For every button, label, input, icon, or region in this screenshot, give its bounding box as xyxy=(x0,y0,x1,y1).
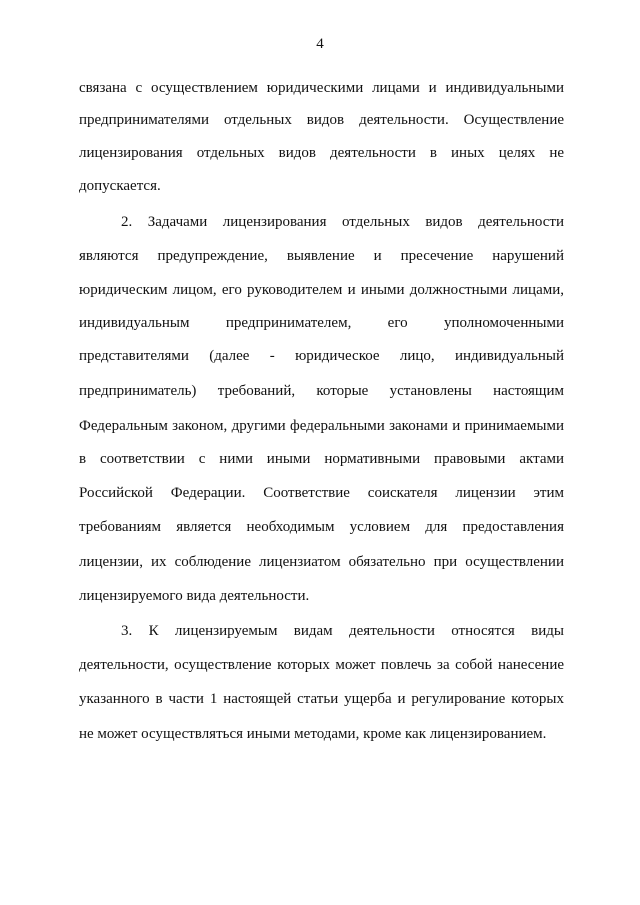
text-line: требованиям является необходимым условием для предоставления xyxy=(79,519,564,535)
text-line: указанного в части 1 настоящей статьи ущерба и регулирование которых xyxy=(79,691,564,707)
text-line: 3. К лицензируемым видам деятельности относятся виды xyxy=(121,623,564,639)
text-line: являются предупреждение, выявление и пресечение нарушений xyxy=(79,248,564,264)
text-line: юридическим лицом, его руководителем и иными должностными лицами, xyxy=(79,282,564,298)
text-line: представителями (далее - юридическое лицо, индивидуальный xyxy=(79,348,564,364)
text-line: лицензии, их соблюдение лицензиатом обязательно при осуществлении xyxy=(79,554,564,570)
text-line: лицензируемого вида деятельности. xyxy=(79,588,310,604)
text-line: Российской Федерации. Соответствие соискателя лицензии этим xyxy=(79,485,564,501)
text-line: Федеральным законом, другими федеральными законами и принимаемыми xyxy=(79,418,564,434)
text-line: предпринимателями отдельных видов деятельности. Осуществление xyxy=(79,112,564,128)
text-line: индивидуальным предпринимателем, его уполномоченными xyxy=(79,315,564,331)
text-line: деятельности, осуществление которых может повлечь за собой нанесение xyxy=(79,657,564,673)
page-number: 4 xyxy=(316,36,324,52)
text-line: в соответствии с ними иными нормативными правовыми актами xyxy=(79,451,564,467)
text-line: 2. Задачами лицензирования отдельных видов деятельности xyxy=(121,214,564,230)
text-line: не может осуществляться иными методами, кроме как лицензированием. xyxy=(79,726,547,742)
text-line: допускается. xyxy=(79,178,161,194)
text-line: предприниматель) требований, которые установлены настоящим xyxy=(79,383,564,399)
text-line: лицензирования отдельных видов деятельности в иных целях не xyxy=(79,145,564,161)
text-line: связана с осуществлением юридическими лицами и индивидуальными xyxy=(79,80,564,96)
